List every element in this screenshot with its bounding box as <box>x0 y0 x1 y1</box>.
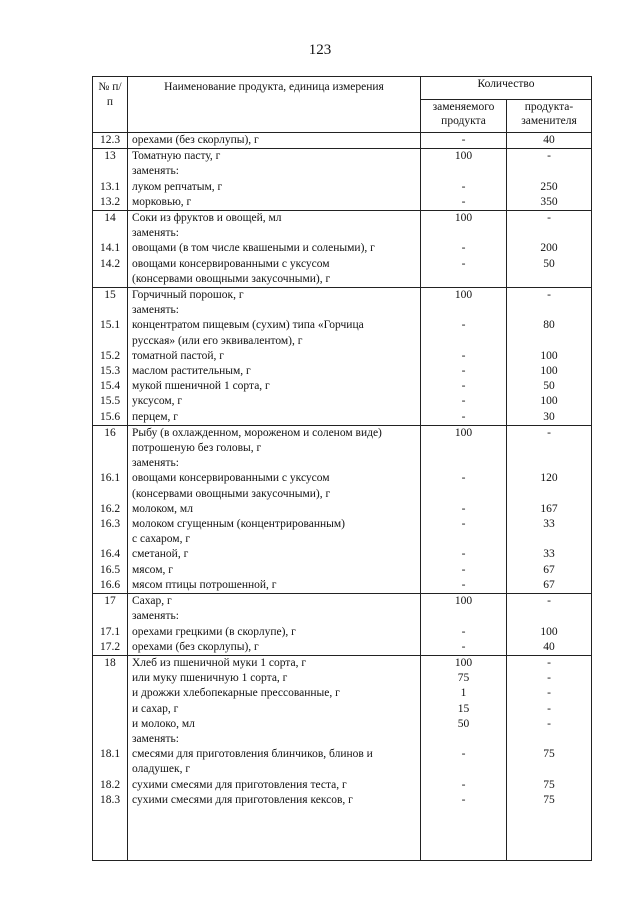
row-number: 16.2 <box>93 502 128 517</box>
product-name: томатной пастой, г <box>128 349 421 364</box>
table-row <box>93 563 592 578</box>
table-row <box>93 517 592 532</box>
product-name: сметаной, г <box>128 547 421 562</box>
substitute-qty: 75 <box>507 793 592 808</box>
product-name: заменять: <box>128 226 421 241</box>
product-name: или муку пшеничную 1 сорта, г <box>128 671 421 686</box>
product-name: русская» (или его эквивалентом), г <box>128 334 421 349</box>
product-name: с сахаром, г <box>128 532 421 547</box>
substitute-qty <box>507 303 592 318</box>
product-name: Рыбу (в охлажденном, мороженом и соленом виде) <box>128 425 421 441</box>
product-name: орехами (без скорлупы), г <box>128 133 421 149</box>
product-name: сухими смесями для приготовления теста, г <box>128 778 421 793</box>
table-row <box>93 702 592 717</box>
substitute-qty: 40 <box>507 640 592 656</box>
row-number: 16.5 <box>93 563 128 578</box>
row-number <box>93 441 128 456</box>
row-number: 12.3 <box>93 133 128 149</box>
product-name: мясом, г <box>128 563 421 578</box>
substitute-qty: 40 <box>507 133 592 149</box>
substitute-qty <box>507 732 592 747</box>
replaced-qty: - <box>421 547 507 562</box>
table-row <box>93 334 592 349</box>
table-row <box>93 655 592 671</box>
replaced-qty: - <box>421 502 507 517</box>
product-name: овощами консервированными с уксусом <box>128 257 421 272</box>
table-row <box>93 410 592 426</box>
substitute-qty <box>507 487 592 502</box>
substitute-qty: - <box>507 686 592 701</box>
substitute-qty: - <box>507 671 592 686</box>
row-number: 16.3 <box>93 517 128 532</box>
product-name: потрошеную без головы, г <box>128 441 421 456</box>
product-name: и сахар, г <box>128 702 421 717</box>
replaced-qty <box>421 441 507 456</box>
table-row <box>93 133 592 149</box>
substitute-qty <box>507 762 592 777</box>
substitute-qty: 33 <box>507 547 592 562</box>
substitute-qty <box>507 334 592 349</box>
substitute-qty: 100 <box>507 364 592 379</box>
table-row <box>93 441 592 456</box>
replaced-qty <box>421 272 507 288</box>
table-row <box>93 686 592 701</box>
substitute-qty: - <box>507 717 592 732</box>
product-name: и дрожжи хлебопекарные прессованные, г <box>128 686 421 701</box>
table-row <box>93 394 592 409</box>
replaced-qty <box>421 226 507 241</box>
product-name: концентратом пищевым (сухим) типа «Горчица <box>128 318 421 333</box>
product-name: заменять: <box>128 609 421 624</box>
replaced-qty <box>421 609 507 624</box>
row-number: 16.4 <box>93 547 128 562</box>
replaced-qty: - <box>421 578 507 594</box>
row-number <box>93 532 128 547</box>
substitute-qty: 80 <box>507 318 592 333</box>
table-row <box>93 425 592 441</box>
table-row <box>93 594 592 610</box>
replaced-qty <box>421 732 507 747</box>
product-name: перцем, г <box>128 410 421 426</box>
table-row <box>93 241 592 256</box>
substitute-qty: 200 <box>507 241 592 256</box>
row-number: 15 <box>93 288 128 304</box>
replaced-qty: - <box>421 180 507 195</box>
header-substitute: продукта-заменителя <box>507 100 592 133</box>
replaced-qty: 100 <box>421 211 507 227</box>
table-row <box>93 502 592 517</box>
table-row <box>93 747 592 762</box>
table-row <box>93 578 592 594</box>
substitute-qty: 120 <box>507 471 592 486</box>
replaced-qty: - <box>421 241 507 256</box>
empty-cell <box>93 808 128 861</box>
row-number <box>93 686 128 701</box>
row-number <box>93 272 128 288</box>
substitute-qty: 167 <box>507 502 592 517</box>
table-row <box>93 456 592 471</box>
row-number <box>93 609 128 624</box>
replaced-qty: 15 <box>421 702 507 717</box>
substitute-qty: - <box>507 594 592 610</box>
product-name: молоком сгущенным (концентрированным) <box>128 517 421 532</box>
product-name: заменять: <box>128 164 421 179</box>
empty-cell <box>421 808 507 861</box>
substitute-qty: - <box>507 702 592 717</box>
substitute-qty: 75 <box>507 778 592 793</box>
substitute-qty: 100 <box>507 394 592 409</box>
product-name: сухими смесями для приготовления кексов, г <box>128 793 421 808</box>
product-name: луком репчатым, г <box>128 180 421 195</box>
table-row <box>93 532 592 547</box>
row-number <box>93 487 128 502</box>
empty-cell <box>128 808 421 861</box>
table-row <box>93 379 592 394</box>
header-replaced: заменяемого продукта <box>421 100 507 133</box>
product-name: заменять: <box>128 303 421 318</box>
row-number: 17.2 <box>93 640 128 656</box>
empty-cell <box>507 808 592 861</box>
substitute-qty: - <box>507 425 592 441</box>
row-number: 18.2 <box>93 778 128 793</box>
table-row <box>93 487 592 502</box>
row-number: 15.2 <box>93 349 128 364</box>
product-name: орехами грецкими (в скорлупе), г <box>128 625 421 640</box>
product-name: заменять: <box>128 732 421 747</box>
product-name: (консервами овощными закусочными), г <box>128 487 421 502</box>
row-number: 15.1 <box>93 318 128 333</box>
replaced-qty: 1 <box>421 686 507 701</box>
substitute-qty: 250 <box>507 180 592 195</box>
row-number: 16 <box>93 425 128 441</box>
row-number: 18 <box>93 655 128 671</box>
row-number: 14.1 <box>93 241 128 256</box>
row-number: 15.4 <box>93 379 128 394</box>
table-body <box>93 133 592 861</box>
table-header <box>93 77 592 133</box>
row-number: 15.5 <box>93 394 128 409</box>
substitute-qty <box>507 164 592 179</box>
replaced-qty <box>421 456 507 471</box>
table-row <box>93 318 592 333</box>
replaced-qty <box>421 334 507 349</box>
product-name: и молоко, мл <box>128 717 421 732</box>
replaced-qty: - <box>421 778 507 793</box>
product-name: мясом птицы потрошенной, г <box>128 578 421 594</box>
row-number: 16.6 <box>93 578 128 594</box>
table-row <box>93 625 592 640</box>
replaced-qty: - <box>421 793 507 808</box>
table-row <box>93 257 592 272</box>
row-number: 16.1 <box>93 471 128 486</box>
replaced-qty: - <box>421 640 507 656</box>
table-row <box>93 609 592 624</box>
replaced-qty: - <box>421 471 507 486</box>
table-row <box>93 272 592 288</box>
table-row <box>93 364 592 379</box>
replaced-qty: - <box>421 625 507 640</box>
replaced-qty <box>421 487 507 502</box>
replaced-qty: 75 <box>421 671 507 686</box>
replaced-qty: - <box>421 318 507 333</box>
replaced-qty: - <box>421 257 507 272</box>
row-number <box>93 164 128 179</box>
replaced-qty: - <box>421 747 507 762</box>
row-number <box>93 762 128 777</box>
substitute-qty <box>507 456 592 471</box>
row-number <box>93 671 128 686</box>
product-name: (консервами овощными закусочными), г <box>128 272 421 288</box>
substitute-qty: 30 <box>507 410 592 426</box>
substitute-qty: - <box>507 288 592 304</box>
substitute-qty: 100 <box>507 625 592 640</box>
header-quantity: Количество <box>421 77 592 100</box>
substitute-qty: 350 <box>507 195 592 211</box>
row-number <box>93 334 128 349</box>
substitute-qty: 67 <box>507 578 592 594</box>
replaced-qty: - <box>421 133 507 149</box>
product-name: маслом растительным, г <box>128 364 421 379</box>
substitute-qty: 50 <box>507 379 592 394</box>
replaced-qty: 100 <box>421 149 507 165</box>
row-number: 14.2 <box>93 257 128 272</box>
product-name: Хлеб из пшеничной муки 1 сорта, г <box>128 655 421 671</box>
row-number: 14 <box>93 211 128 227</box>
substitute-qty <box>507 272 592 288</box>
table-row <box>93 303 592 318</box>
product-name: овощами консервированными с уксусом <box>128 471 421 486</box>
substitute-qty: 67 <box>507 563 592 578</box>
table-row <box>93 717 592 732</box>
table-row <box>93 762 592 777</box>
replaced-qty: 50 <box>421 717 507 732</box>
table-row <box>93 288 592 304</box>
product-name: морковью, г <box>128 195 421 211</box>
row-number: 13.2 <box>93 195 128 211</box>
row-number: 15.3 <box>93 364 128 379</box>
table-row <box>93 640 592 656</box>
table-row <box>93 349 592 364</box>
replaced-qty: 100 <box>421 288 507 304</box>
row-number: 17 <box>93 594 128 610</box>
row-number <box>93 303 128 318</box>
product-name: овощами (в том числе квашеными и солеными), г <box>128 241 421 256</box>
product-name: мукой пшеничной 1 сорта, г <box>128 379 421 394</box>
row-number: 15.6 <box>93 410 128 426</box>
table-row <box>93 149 592 165</box>
replaced-qty: - <box>421 364 507 379</box>
replaced-qty <box>421 532 507 547</box>
row-number: 18.3 <box>93 793 128 808</box>
replaced-qty: - <box>421 379 507 394</box>
product-name: молоком, мл <box>128 502 421 517</box>
substitute-qty: - <box>507 149 592 165</box>
table-row <box>93 195 592 211</box>
substitution-table <box>92 76 592 861</box>
replaced-qty: - <box>421 563 507 578</box>
row-number <box>93 226 128 241</box>
substitute-qty <box>507 441 592 456</box>
replaced-qty: 100 <box>421 425 507 441</box>
replaced-qty: 100 <box>421 655 507 671</box>
row-number <box>93 717 128 732</box>
row-number <box>93 702 128 717</box>
header-name: Наименование продукта, единица измерения <box>128 77 421 133</box>
substitute-qty: 100 <box>507 349 592 364</box>
table-row <box>93 180 592 195</box>
substitute-qty: 75 <box>507 747 592 762</box>
product-name: смесями для приготовления блинчиков, блинов и <box>128 747 421 762</box>
table-empty-space <box>93 808 592 861</box>
product-name: Соки из фруктов и овощей, мл <box>128 211 421 227</box>
row-number: 13 <box>93 149 128 165</box>
table-row <box>93 164 592 179</box>
product-name: Томатную пасту, г <box>128 149 421 165</box>
replaced-qty <box>421 762 507 777</box>
product-name: оладушек, г <box>128 762 421 777</box>
replaced-qty: - <box>421 410 507 426</box>
replaced-qty: - <box>421 517 507 532</box>
row-number: 13.1 <box>93 180 128 195</box>
table-row <box>93 732 592 747</box>
page-number: 123 <box>308 42 332 58</box>
product-name: орехами (без скорлупы), г <box>128 640 421 656</box>
substitute-qty <box>507 609 592 624</box>
substitute-qty: 50 <box>507 257 592 272</box>
substitute-qty <box>507 532 592 547</box>
replaced-qty <box>421 303 507 318</box>
table-row <box>93 547 592 562</box>
row-number <box>93 732 128 747</box>
substitute-qty: - <box>507 211 592 227</box>
substitute-qty <box>507 226 592 241</box>
substitute-qty: 33 <box>507 517 592 532</box>
row-number <box>93 456 128 471</box>
product-name: заменять: <box>128 456 421 471</box>
table-row <box>93 778 592 793</box>
replaced-qty: - <box>421 349 507 364</box>
product-name: Горчичный порошок, г <box>128 288 421 304</box>
replaced-qty: - <box>421 394 507 409</box>
product-name: уксусом, г <box>128 394 421 409</box>
table-row <box>93 471 592 486</box>
substitute-qty: - <box>507 655 592 671</box>
replaced-qty <box>421 164 507 179</box>
table-row <box>93 226 592 241</box>
product-name: Сахар, г <box>128 594 421 610</box>
header-num: № п/п <box>93 77 128 133</box>
table-row <box>93 211 592 227</box>
replaced-qty: 100 <box>421 594 507 610</box>
row-number: 18.1 <box>93 747 128 762</box>
table-row <box>93 793 592 808</box>
replaced-qty: - <box>421 195 507 211</box>
table-row <box>93 671 592 686</box>
row-number: 17.1 <box>93 625 128 640</box>
